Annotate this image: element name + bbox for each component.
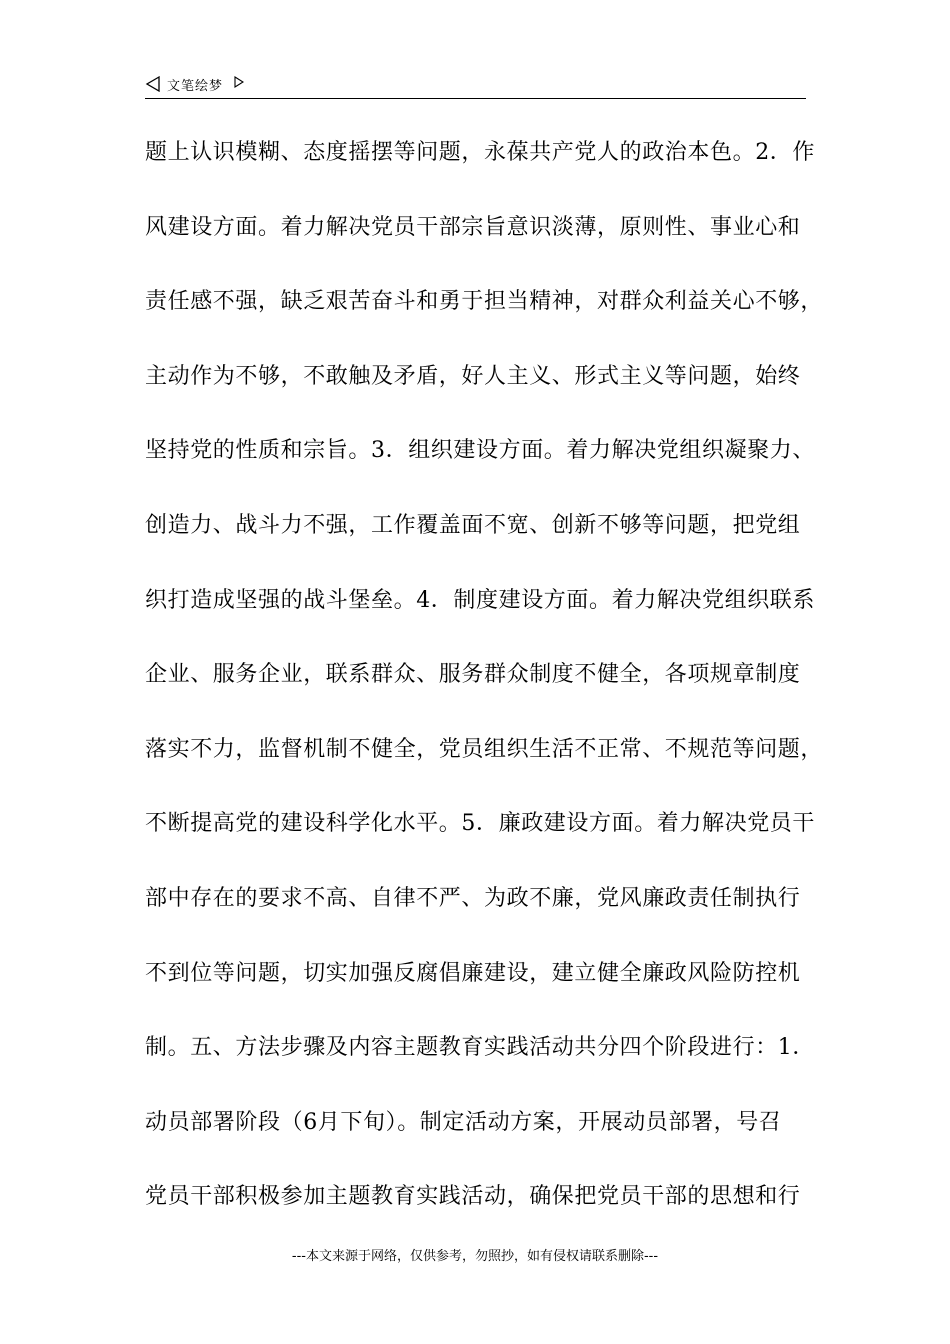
text-line: 题上认识模糊、态度摇摆等问题，永葆共产党人的政治本色。2．作 [145,140,815,165]
text-line: 主动作为不够，不敢触及矛盾，好人主义、形式主义等问题，始终 [145,363,801,389]
document-body [145,131,824,1250]
text-line: 制。五、方法步骤及内容主题教育实践活动共分四个阶段进行：1． [145,1035,815,1061]
page-header [145,72,806,98]
text-line: 不到位等问题，切实加强反腐倡廉建设，建立健全廉政风险防控机 [145,960,801,986]
text-line: 织打造成坚强的战斗堡垒。4．制度建设方面。着力解决党组织联系 [145,587,815,613]
text-line: 风建设方面。着力解决党员干部宗旨意识淡薄，原则性、事业心和 [145,214,801,240]
triangle-left-icon [145,76,161,92]
text-line: 落实不力，监督机制不健全，党员组织生活不正常、不规范等问题， [145,736,824,762]
page-footer: ---本文来源于网络，仅供参考，勿照抄，如有侵权请联系删除--- [291,1249,659,1264]
text-line: 不断提高党的建设科学化水平。5．廉政建设方面。着力解决党员干 [145,811,815,837]
header-rule [145,98,806,99]
triangle-right-icon [234,76,244,88]
text-line: 坚持党的性质和宗旨。3．组织建设方面。着力解决党组织凝聚力、 [145,438,815,464]
text-line: 党员干部积极参加主题教育实践活动，确保把党员干部的思想和行 [145,1184,801,1210]
header-brand: 文笔绘梦 [167,79,224,94]
text-line: 创造力、战斗力不强，工作覆盖面不宽、创新不够等问题，把党组 [145,512,801,538]
text-line: 动员部署阶段（6月下旬）。制定活动方案，开展动员部署，号召 [145,1109,782,1135]
text-line: 部中存在的要求不高、自律不严、为政不廉，党风廉政责任制执行 [145,885,801,911]
text-line: 责任感不强，缺乏艰苦奋斗和勇于担当精神，对群众利益关心不够， [145,289,824,315]
text-line: 企业、服务企业，联系群众、服务群众制度不健全，各项规章制度 [145,662,801,688]
